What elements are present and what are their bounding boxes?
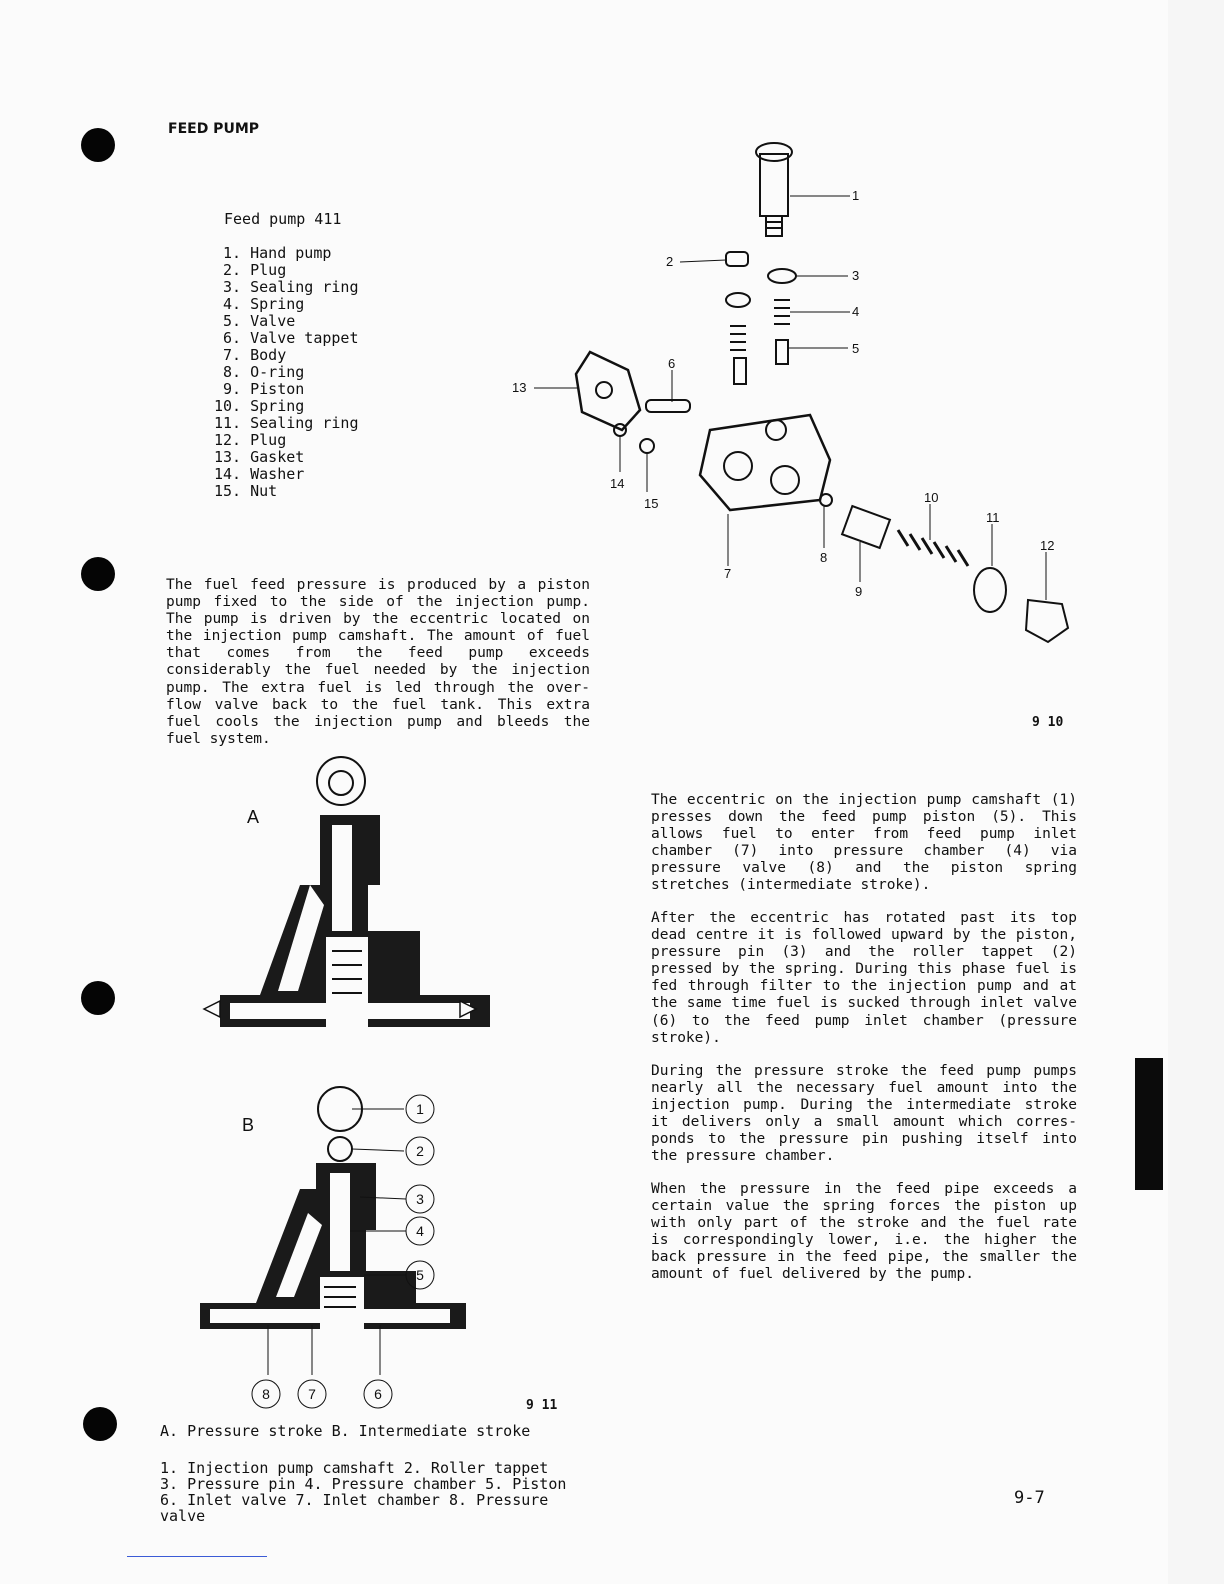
binder-hole-1 — [81, 128, 115, 162]
callout-10: 10 — [924, 490, 939, 505]
callout-b-2: 2 — [416, 1143, 424, 1159]
legend-item: 13. Gasket — [214, 448, 305, 466]
figure-caption-ab: A. Pressure stroke B. Intermediate stroke — [160, 1422, 531, 1440]
callout-7: 7 — [724, 566, 732, 581]
legend-item: 8. O-ring — [214, 363, 305, 381]
legend-item: 1. Hand pump — [214, 244, 332, 262]
underline-rule — [127, 1556, 267, 1557]
legend-item: 5. Valve — [214, 312, 296, 330]
callout-b-4: 4 — [416, 1223, 424, 1239]
callout-9: 9 — [855, 584, 863, 599]
legend-item: 3. Sealing ring — [214, 278, 359, 296]
callout-b-7: 7 — [308, 1386, 316, 1402]
legend-item: 14. Washer — [214, 465, 305, 483]
callout-3: 3 — [852, 268, 860, 283]
callout-b-3: 3 — [416, 1191, 424, 1207]
legend-item: 6. Valve tappet — [214, 329, 359, 347]
section-tab-marker — [1135, 1058, 1163, 1190]
caption-line: 3. Pressure pin 4. Pressure chamber 5. Piston — [160, 1475, 567, 1493]
callout-4: 4 — [852, 304, 860, 319]
figure-code: 9 10 — [1032, 715, 1064, 730]
legend-item: 2. Plug — [214, 261, 287, 279]
parts-legend — [214, 245, 359, 500]
legend-item: 11. Sealing ring — [214, 414, 359, 432]
callout-6: 6 — [668, 356, 676, 371]
binder-hole-4 — [83, 1407, 117, 1441]
legend-item: 4. Spring — [214, 295, 305, 313]
legend-item: 12. Plug — [214, 431, 287, 449]
figure-caption-parts — [160, 1460, 566, 1524]
binder-hole-2 — [81, 557, 115, 591]
body-paragraph-2: After the eccentric has rotated past its top dead centre it is followed upward by the piston, pressure pin (3) and the roller tappet (2) pressed by the spring. During this phase fuel is fed through filter to the injection pump and at the same time fuel is sucked through inlet valve (6) to the feed pump inlet chamber (pressure stroke). — [651, 910, 1077, 1046]
callout-b-8: 8 — [262, 1386, 270, 1402]
callout-b-1: 1 — [416, 1101, 424, 1117]
callout-2: 2 — [666, 254, 674, 269]
body-paragraph-4: When the pressure in the feed pipe exceeds a certain value the spring forces the piston up with only part of the stroke and the fuel rate is correspondingly lower, i.e. the higher the back pressure in the feed pipe, the smaller the amount of fuel delivered by the pump. — [651, 1181, 1077, 1283]
callout-11: 11 — [986, 510, 1000, 525]
legend-item: 10. Spring — [214, 397, 305, 415]
legend-item: 15. Nut — [214, 482, 278, 500]
section-view-b — [180, 1085, 470, 1415]
caption-line: valve — [160, 1507, 206, 1525]
figure-code-911: 9 11 — [526, 1398, 558, 1413]
body-paragraph-3: During the pressure stroke the feed pump pumps nearly all the necessary fuel amount into the injection pump. During the intermediate stroke it delivers only a small amount which corres-ponds to the pressure pin pushing itself into the pressure chamber. — [651, 1063, 1077, 1165]
callout-15: 15 — [644, 496, 659, 511]
body-paragraph-1: The eccentric on the injection pump camshaft (1) presses down the feed pump piston (5). This allows fuel to enter from feed pump inlet chamber (7) into pressure chamber (4) via pressure valve (8) and the piston spring stretches (intermediate stroke). — [651, 792, 1077, 894]
callout-1: 1 — [852, 188, 860, 203]
page-number: 9-7 — [1014, 1488, 1045, 1508]
view-label-a: A — [247, 807, 260, 827]
view-label-b: B — [242, 1115, 255, 1135]
figure-title: Feed pump 411 — [224, 210, 342, 228]
callout-13: 13 — [512, 380, 527, 395]
caption-line: 1. Injection pump camshaft 2. Roller tappet — [160, 1459, 549, 1477]
callout-b-5: 5 — [416, 1267, 424, 1283]
legend-item: 9. Piston — [214, 380, 305, 398]
callout-b-6: 6 — [374, 1386, 382, 1402]
binder-hole-3 — [81, 981, 115, 1015]
callout-5: 5 — [852, 341, 860, 356]
caption-line: 6. Inlet valve 7. Inlet chamber 8. Pressure — [160, 1491, 549, 1509]
callout-8: 8 — [820, 550, 828, 565]
callout-14: 14 — [610, 476, 625, 491]
intro-paragraph: The fuel feed pressure is produced by a piston pump fixed to the side of the injection pump. The pump is driven by the eccentric located on the injection pump camshaft. The amount of fuel that comes from the feed pump exceeds considerably the fuel needed by the injection pump. The extra fuel is led through the over-flow valve back to the fuel tank. This extra fuel cools the injection pump and bleeds the fuel system. — [166, 577, 590, 747]
hand-pump-drawing — [756, 143, 792, 236]
legend-item: 7. Body — [214, 346, 287, 364]
section-view-a — [200, 755, 490, 1035]
callout-12: 12 — [1040, 538, 1055, 553]
section-title: FEED PUMP — [168, 121, 260, 137]
